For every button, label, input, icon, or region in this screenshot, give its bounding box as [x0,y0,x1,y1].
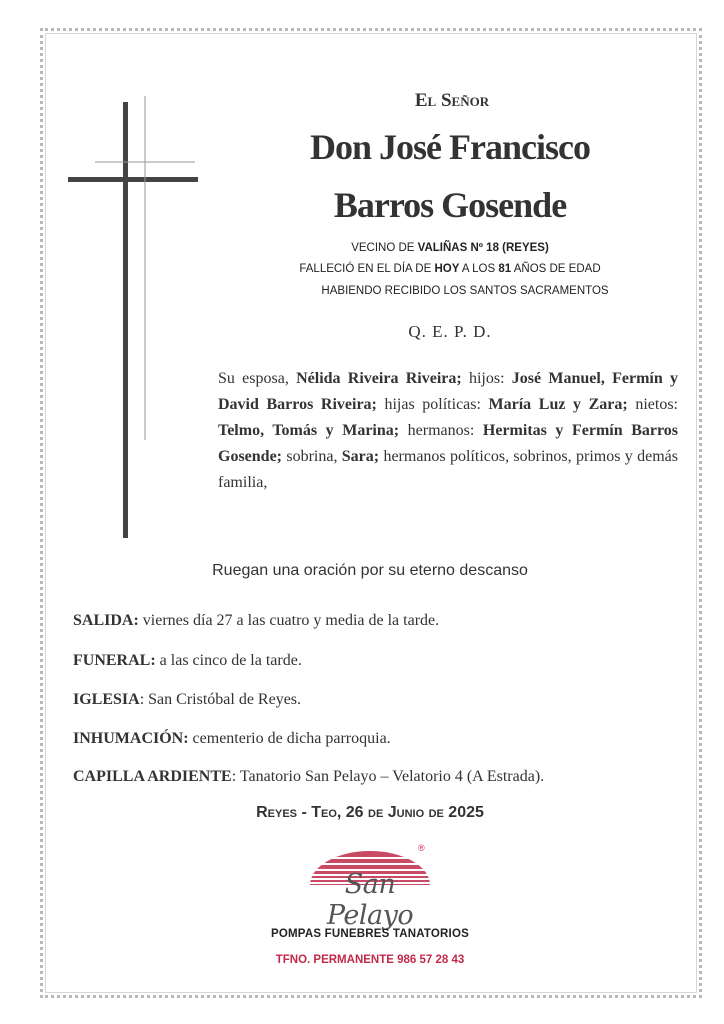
detail-text: : San Cristóbal de Reyes. [139,691,302,708]
family-bold: José Manuel, Fermín y David Barros Riveira; [218,370,679,413]
detail-label: INHUMACIÓN: [73,730,189,747]
family-bold: Hermitas y Fermín Barros Gosende; [218,422,679,465]
family-paragraph [218,366,678,496]
detail-text: a las cinco de la tarde. [155,652,302,669]
deceased-name-line2: Barros Gosende [333,185,567,225]
detail-label: CAPILLA ARDIENTE [73,768,232,785]
info-death-e: AÑOS DE EDAD [511,263,601,275]
detail-label: SALIDA: [73,612,139,629]
detail-row-inhumacion [73,730,391,748]
detail-label: IGLESIA [73,691,140,708]
family-text: hermanos: [399,422,483,439]
family-text: nietos: [627,396,678,413]
san-pelayo-logo [300,843,440,931]
family-bold: Telmo, Tomás y Marina; [218,422,400,439]
detail-text: cementerio de dicha parroquia. [188,730,391,747]
info-death-c: A LOS [459,263,499,275]
family-text: hijas políticas: [376,396,489,413]
family-bold: María Luz y Zara; [488,396,628,413]
family-text: sobrina, [282,448,342,465]
prayer-request: Ruegan una oración por su eterno descanso [212,562,528,579]
family-bold: Nélida Riveira Riveira; [296,370,462,387]
info-death-b: HOY [434,263,460,275]
company-tagline: POMPAS FUNEBRES TANATORIOS [271,928,469,940]
detail-label: FUNERAL: [73,652,156,669]
detail-text: : Tanatorio San Pelayo – Velatorio 4 (A Estrada). [231,768,545,785]
family-bold: Sara; [341,448,380,465]
title-small: El Señor [414,90,490,111]
registered-mark: ® [418,843,425,853]
info-line-death [240,263,660,275]
family-text: Su esposa, [218,370,297,387]
deceased-name-line1: Don José Francisco [310,127,590,167]
family-text: hijos: [461,370,512,387]
family-text: hermanos políticos, sobrinos, primos y demás familia, [218,448,678,491]
detail-row-salida [73,612,439,630]
info-death-a: FALLECIÓ EN EL DÍA DE [299,263,435,275]
info-line-residence [250,242,650,254]
date-location: Reyes - Teo, 26 de Junio de 2025 [256,804,484,821]
qepd: Q. E. P. D. [408,322,492,341]
info-residence-prefix: VECINO DE [351,242,418,254]
detail-row-funeral [73,652,302,670]
detail-row-capilla [73,768,544,786]
info-residence-value: VALIÑAS Nº 18 (REYES) [417,242,549,254]
info-line-sacraments: HABIENDO RECIBIDO LOS SANTOS SACRAMENTOS [321,285,609,297]
permanent-phone: TFNO. PERMANENTE 986 57 28 43 [275,954,465,966]
info-death-age: 81 [498,263,512,275]
detail-text: viernes día 27 a las cuatro y media de la tarde. [138,612,440,629]
logo-text: San Pelayo [326,869,414,931]
detail-row-iglesia [73,691,301,709]
